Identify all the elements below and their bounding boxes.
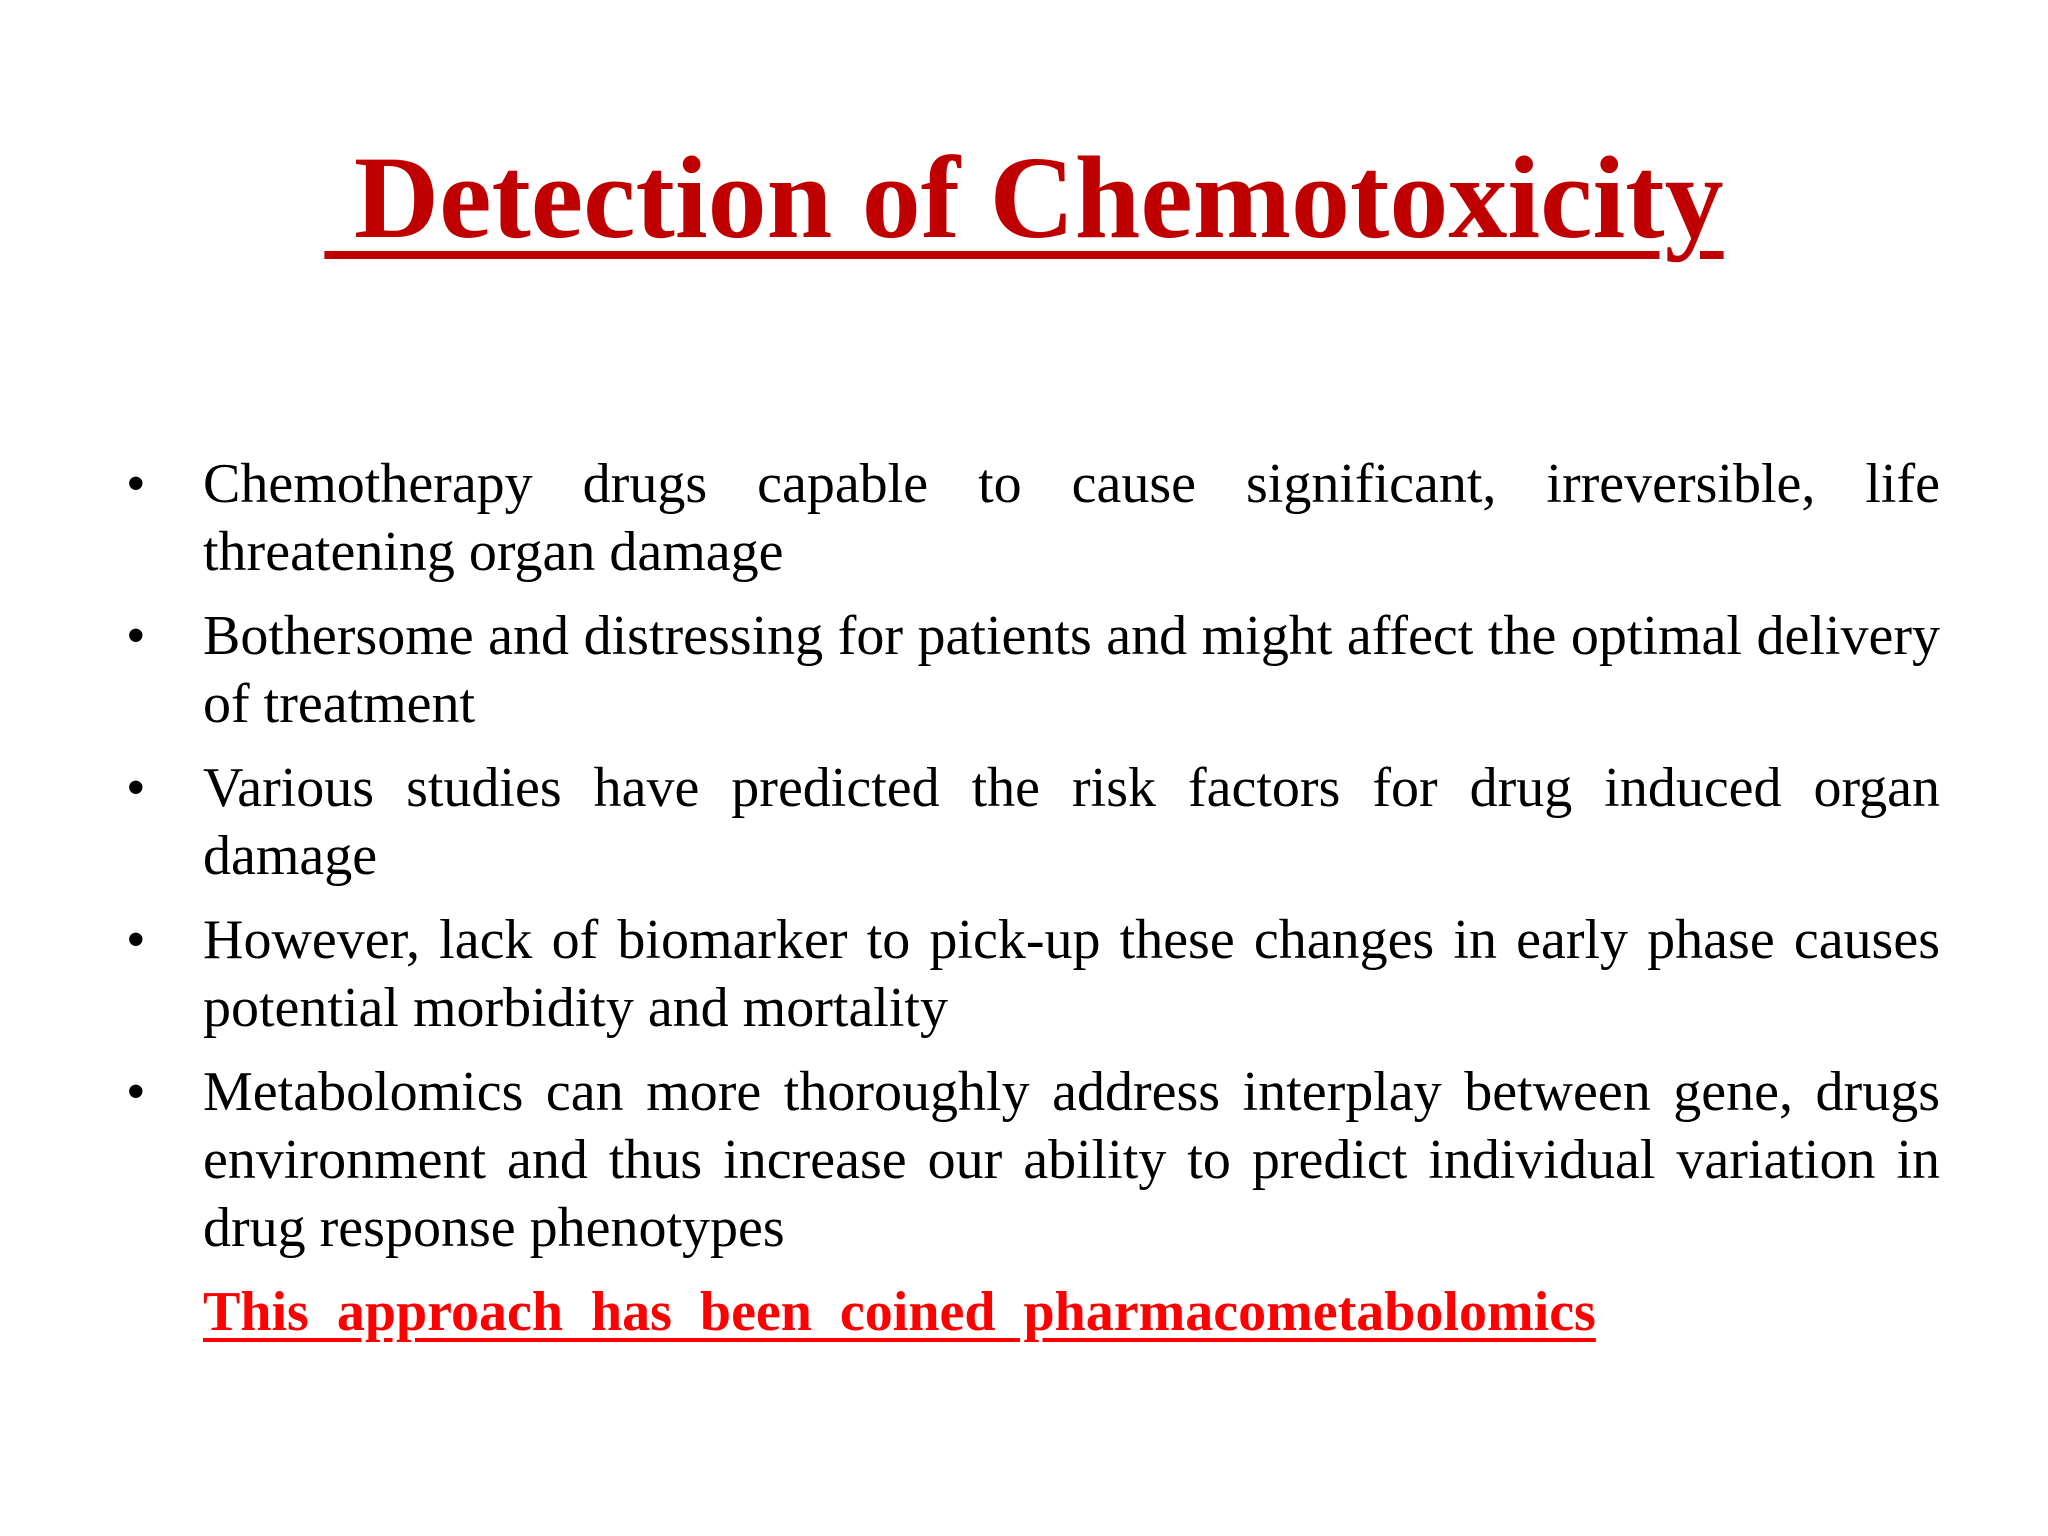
slide-title (0, 128, 2048, 268)
bullet-item (118, 602, 1940, 738)
bullet-text: Bothersome and distressing for patients and might affect the optimal delivery of treatment (203, 605, 1940, 735)
bullet-dot-icon: • (126, 1061, 146, 1123)
slide-title-text: Detection of Chemotoxicity (324, 132, 1724, 263)
bullet-item (118, 906, 1940, 1042)
bullet-item (118, 450, 1940, 586)
bullet-dot-icon: • (126, 757, 146, 819)
bullet-text: Chemotherapy drugs capable to cause significant, irreversible, life threatening organ damage (203, 453, 1940, 583)
bullet-text: However, lack of biomarker to pick-up these changes in early phase causes potential morbidity and mortality (203, 909, 1940, 1039)
bullet-item (118, 1058, 1940, 1262)
bullet-text: Metabolomics can more thoroughly address interplay between gene, drugs environment and thus increase our ability to predict individual variation in drug response phenotypes (203, 1061, 1940, 1259)
bullet-list (118, 450, 1940, 1278)
conclusion-text: This approach has been coined pharmacometabolomics (203, 1281, 1596, 1343)
bullet-text: Various studies have predicted the risk factors for drug induced organ damage (203, 757, 1940, 887)
bullet-dot-icon: • (126, 605, 146, 667)
bullet-item (118, 754, 1940, 890)
bullet-dot-icon: • (126, 453, 146, 515)
bullet-dot-icon: • (126, 909, 146, 971)
